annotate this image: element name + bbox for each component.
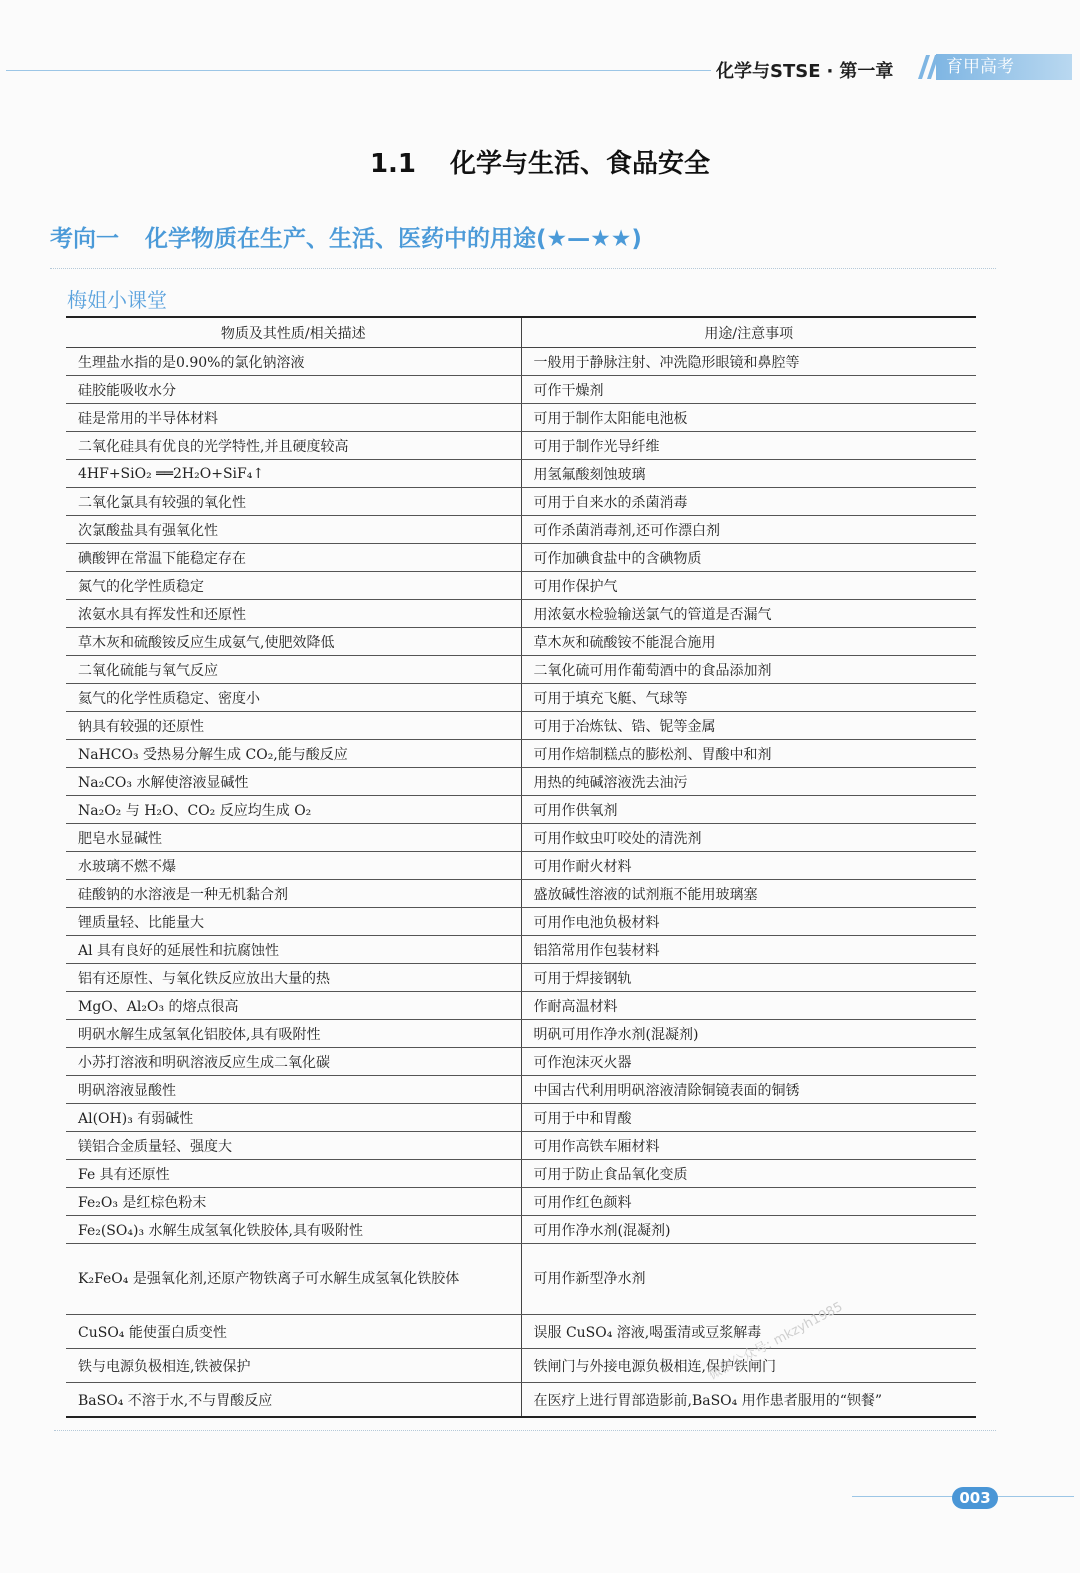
cell-property: 小苏打溶液和明矾溶液反应生成二氧化碳 (66, 1048, 521, 1076)
cell-use: 一般用于静脉注射、冲洗隐形眼镜和鼻腔等 (521, 348, 976, 376)
table-row (66, 1315, 976, 1349)
cell-use: 在医疗上进行胃部造影前,BaSO₄ 用作患者服用的“钡餐” (521, 1383, 976, 1418)
table-row (66, 712, 976, 740)
table-row (66, 796, 976, 824)
section-number: 1.1 (369, 149, 417, 179)
cell-use: 二氧化硫可用作葡萄酒中的食品添加剂 (521, 656, 976, 684)
page-title (0, 143, 1080, 180)
cell-property: 次氯酸盐具有强氧化性 (66, 516, 521, 544)
cell-property: 镁铝合金质量轻、强度大 (66, 1132, 521, 1160)
table-row (66, 1076, 976, 1104)
running-header (716, 57, 893, 83)
table-row (66, 488, 976, 516)
table-row (66, 936, 976, 964)
cell-use: 可用作电池负极材料 (521, 908, 976, 936)
subheading: 梅姐小课堂 (67, 288, 167, 312)
cell-property: Na₂CO₃ 水解使溶液显碱性 (66, 768, 521, 796)
cell-use: 可用作高铁车厢材料 (521, 1132, 976, 1160)
cell-property: 草木灰和硫酸铵反应生成氨气,使肥效降低 (66, 628, 521, 656)
watermark: 微信公众号: mkzyh1985 (706, 1299, 846, 1383)
cell-property: 明矾水解生成氢氧化铝胶体,具有吸附性 (66, 1020, 521, 1048)
cell-property: Al 具有良好的延展性和抗腐蚀性 (66, 936, 521, 964)
uses-table (66, 316, 976, 1418)
cell-use: 可用作焙制糕点的膨松剂、胃酸中和剂 (521, 740, 976, 768)
cell-use: 可用于焊接钢轨 (521, 964, 976, 992)
divider (54, 1430, 996, 1431)
cell-use: 可作泡沫灭火器 (521, 1048, 976, 1076)
table-row (66, 1132, 976, 1160)
cell-use: 作耐高温材料 (521, 992, 976, 1020)
table-row (66, 1349, 976, 1383)
cell-property: 二氧化氯具有较强的氧化性 (66, 488, 521, 516)
column-header-property: 物质及其性质/相关描述 (66, 317, 521, 348)
table-row (66, 1104, 976, 1132)
cell-use: 可用于冶炼钛、锆、铌等金属 (521, 712, 976, 740)
table-row (66, 852, 976, 880)
cell-use: 可作干燥剂 (521, 376, 976, 404)
cell-use: 铁闸门与外接电源负极相连,保护铁闸门 (521, 1349, 976, 1383)
cell-property: Fe₂O₃ 是红棕色粉末 (66, 1188, 521, 1216)
cell-property: 锂质量轻、比能量大 (66, 908, 521, 936)
cell-property: MgO、Al₂O₃ 的熔点很高 (66, 992, 521, 1020)
cell-property: Fe₂(SO₄)₃ 水解生成氢氧化铁胶体,具有吸附性 (66, 1216, 521, 1244)
cell-use: 可用作净水剂(混凝剂) (521, 1216, 976, 1244)
cell-property: 二氧化硅具有优良的光学特性,并且硬度较高 (66, 432, 521, 460)
cell-use: 可用作红色颜料 (521, 1188, 976, 1216)
cell-use: 用热的纯碱溶液洗去油污 (521, 768, 976, 796)
divider (50, 268, 996, 269)
cell-use: 可用于制作光导纤维 (521, 432, 976, 460)
table-row (66, 348, 976, 376)
table-row (66, 460, 976, 488)
cell-property: 氦气的化学性质稳定、密度小 (66, 684, 521, 712)
table-row (66, 572, 976, 600)
cell-use: 可作杀菌消毒剂,还可作漂白剂 (521, 516, 976, 544)
cell-use: 中国古代利用明矾溶液清除铜镜表面的铜锈 (521, 1076, 976, 1104)
cell-property: 氮气的化学性质稳定 (66, 572, 521, 600)
table-row (66, 376, 976, 404)
cell-property: Al(OH)₃ 有弱碱性 (66, 1104, 521, 1132)
table-row (66, 404, 976, 432)
table-row (66, 684, 976, 712)
cell-property: 硅酸钠的水溶液是一种无机黏合剂 (66, 880, 521, 908)
brand-badge (936, 54, 1072, 80)
cell-property: 水玻璃不燃不爆 (66, 852, 521, 880)
table-row (66, 1188, 976, 1216)
cell-property: 硅胶能吸收水分 (66, 376, 521, 404)
topic-heading (50, 220, 642, 253)
cell-use: 可用于自来水的杀菌消毒 (521, 488, 976, 516)
section-title-text: 化学与生活、食品安全 (450, 149, 711, 179)
cell-use: 用浓氨水检验输送氯气的管道是否漏气 (521, 600, 976, 628)
cell-property: 钠具有较强的还原性 (66, 712, 521, 740)
cell-property: 生理盐水指的是0.90%的氯化钠溶液 (66, 348, 521, 376)
table-row (66, 908, 976, 936)
table-row (66, 516, 976, 544)
cell-use: 可用作供氧剂 (521, 796, 976, 824)
cell-use: 可用于中和胃酸 (521, 1104, 976, 1132)
topic-title: 化学物质在生产、生活、医药中的用途(★—★★) (145, 226, 642, 252)
brand-label: 育甲高考 (946, 57, 1014, 77)
header-chapter: 第一章 (839, 61, 894, 82)
cell-property: 碘酸钾在常温下能稳定存在 (66, 544, 521, 572)
cell-use: 误服 CuSO₄ 溶液,喝蛋清或豆浆解毒 (521, 1315, 976, 1349)
cell-use: 可用作耐火材料 (521, 852, 976, 880)
cell-use: 可用作保护气 (521, 572, 976, 600)
cell-property: NaHCO₃ 受热易分解生成 CO₂,能与酸反应 (66, 740, 521, 768)
cell-use: 可用作蚊虫叮咬处的清洗剂 (521, 824, 976, 852)
cell-use: 用氢氟酸刻蚀玻璃 (521, 460, 976, 488)
cell-use: 可用于防止食品氧化变质 (521, 1160, 976, 1188)
cell-use: 可用作新型净水剂 (521, 1244, 976, 1315)
cell-property: 硅是常用的半导体材料 (66, 404, 521, 432)
cell-property: K₂FeO₄ 是强氧化剂,还原产物铁离子可水解生成氢氧化铁胶体 (66, 1244, 521, 1315)
cell-property: Fe 具有还原性 (66, 1160, 521, 1188)
cell-use: 铝箔常用作包装材料 (521, 936, 976, 964)
table-row (66, 656, 976, 684)
cell-use: 可作加碘食盐中的含碘物质 (521, 544, 976, 572)
table-row (66, 544, 976, 572)
table-row (66, 1216, 976, 1244)
table-row (66, 1020, 976, 1048)
cell-property: BaSO₄ 不溶于水,不与胃酸反应 (66, 1383, 521, 1418)
table-row (66, 740, 976, 768)
cell-property: 肥皂水显碱性 (66, 824, 521, 852)
table-row (66, 964, 976, 992)
table-row (66, 880, 976, 908)
column-header-use: 用途/注意事项 (521, 317, 976, 348)
cell-property: 铝有还原性、与氧化铁反应放出大量的热 (66, 964, 521, 992)
table-row (66, 432, 976, 460)
table-row (66, 600, 976, 628)
cell-use: 草木灰和硫酸铵不能混合施用 (521, 628, 976, 656)
cell-property: CuSO₄ 能使蛋白质变性 (66, 1315, 521, 1349)
cell-use: 明矾可用作净水剂(混凝剂) (521, 1020, 976, 1048)
header-rule (6, 70, 711, 71)
cell-property: 4HF+SiO₂ ══2H₂O+SiF₄↑ (66, 460, 521, 488)
page-number: 003 (952, 1487, 998, 1509)
table-row (66, 1383, 976, 1418)
topic-label: 考向一 (50, 226, 119, 252)
table-header-row (66, 317, 976, 348)
cell-use: 可用于填充飞艇、气球等 (521, 684, 976, 712)
table-row (66, 1160, 976, 1188)
table-row (66, 768, 976, 796)
cell-property: 明矾溶液显酸性 (66, 1076, 521, 1104)
table-row (66, 628, 976, 656)
cell-property: 二氧化硫能与氧气反应 (66, 656, 521, 684)
cell-use: 可用于制作太阳能电池板 (521, 404, 976, 432)
cell-property: 浓氨水具有挥发性和还原性 (66, 600, 521, 628)
table-row (66, 824, 976, 852)
cell-property: 铁与电源负极相连,铁被保护 (66, 1349, 521, 1383)
table-row (66, 1048, 976, 1076)
table-row (66, 992, 976, 1020)
header-subject: 化学与STSE (716, 61, 821, 82)
cell-property: Na₂O₂ 与 H₂O、CO₂ 反应均生成 O₂ (66, 796, 521, 824)
header-separator: · (826, 61, 834, 82)
cell-use: 盛放碱性溶液的试剂瓶不能用玻璃塞 (521, 880, 976, 908)
